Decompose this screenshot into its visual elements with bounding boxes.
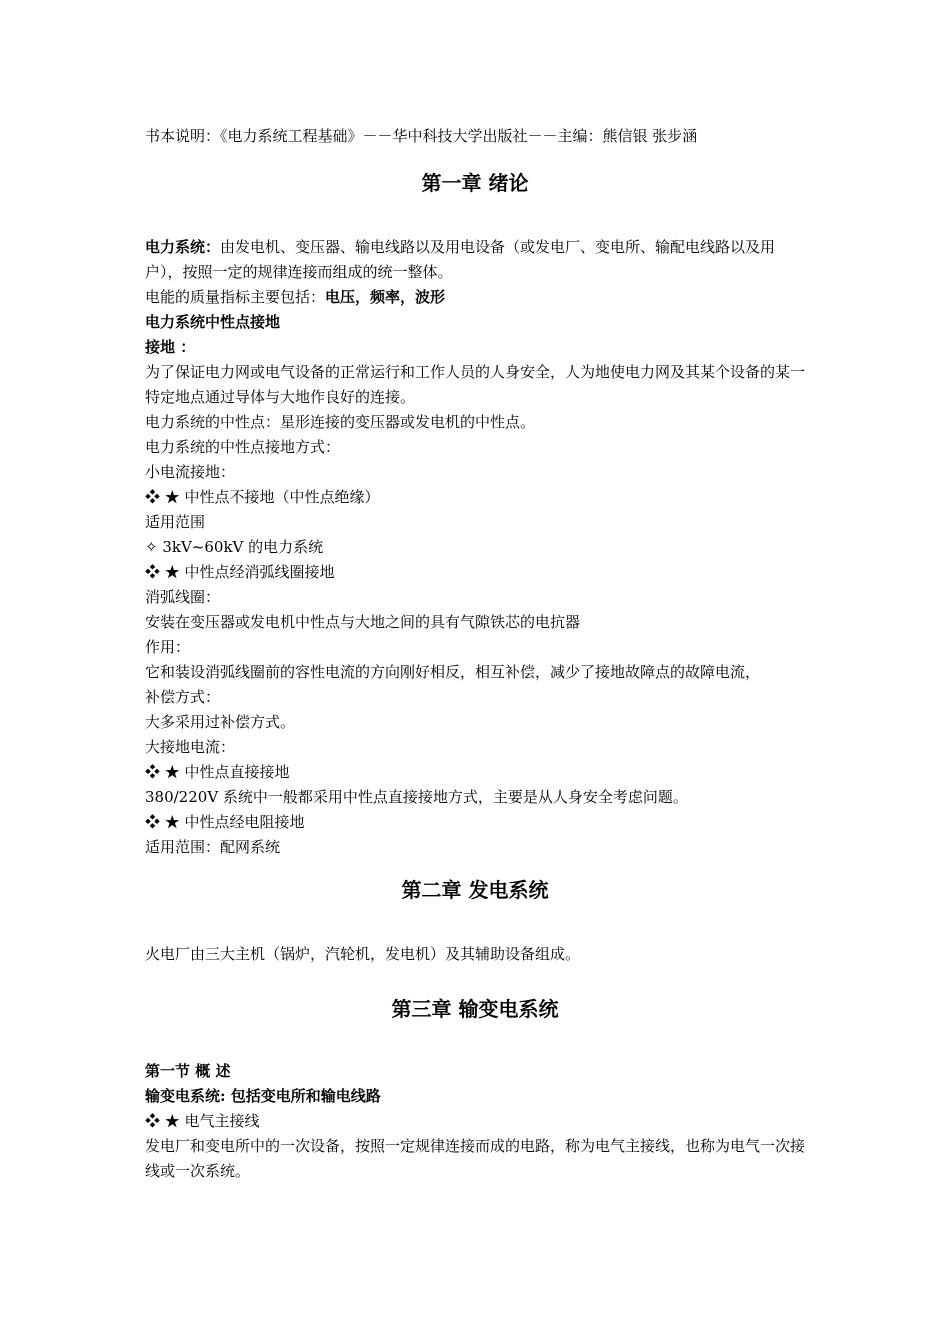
chapter-3-title: 第三章 输变电系统 [391, 997, 559, 1021]
neutral-point-definition: 电力系统的中性点：星形连接的变压器或发电机的中性点。 [145, 413, 536, 431]
function-label: 作用： [145, 638, 191, 656]
item-main-wiring: ❖ ★ 电气主接线 [145, 1112, 260, 1130]
compensation-text: 大多采用过补偿方式。 [145, 713, 296, 731]
document-page [145, 124, 805, 1184]
resistor-scope: 适用范围：配网系统 [145, 838, 281, 856]
neutral-grounding-heading: 电力系统中性点接地 [145, 313, 281, 331]
book-note: 书本说明：《电力系统工程基础》－－华中科技大学出版社－－主编：熊信银 张步涵 [145, 127, 698, 145]
compensation-label: 补偿方式： [145, 688, 221, 706]
chapter-1-title: 第一章 绪论 [421, 171, 529, 195]
quality-prefix: 电能的质量指标主要包括： [145, 288, 326, 306]
transmission-system-definition: 输变电系统: 包括变电所和输电线路 [145, 1087, 381, 1105]
main-wiring-text: 发电厂和变电所中的一次设备，按照一定规律连接而成的电路，称为电气主接线，也称为电气一次接线或一次系统。 [145, 1137, 806, 1180]
grounding-definition: 为了保证电力网或电气设备的正常运行和工作人员的人身安全，人为地使电力网及其某个设备的某一特定地点通过导体与大地作良好的连接。 [145, 363, 806, 406]
item-resistor-grounding: ❖ ★ 中性点经电阻接地 [145, 813, 305, 831]
neutral-methods-label: 电力系统的中性点接地方式： [145, 438, 341, 456]
definition-text: 由发电机、变压器、输电线路以及用电设备（或发电厂、变电所、输配电线路以及用户），按照一定的规律连接而组成的统一整体。 [145, 238, 776, 281]
direct-grounding-text: 380/220V 系统中一般都采用中性点直接接地方式，主要是从人身安全考虑问题。 [145, 788, 688, 806]
quality-values: 电压，频率，波形 [325, 288, 446, 306]
quality-indicators [145, 285, 805, 310]
chapter-2-title: 第二章 发电系统 [401, 878, 549, 902]
section-1-title: 第一节 概 述 [145, 1062, 231, 1080]
item-direct-grounding: ❖ ★ 中性点直接接地 [145, 763, 290, 781]
arc-coil-label: 消弧线圈： [145, 588, 221, 606]
item-ungrounded: ❖ ★ 中性点不接地（中性点绝缘） [145, 488, 380, 506]
small-current-label: 小电流接地： [145, 463, 236, 481]
power-system-definition [145, 235, 805, 285]
scope-value: ✧ 3kV~60kV 的电力系统 [145, 538, 324, 556]
large-current-label: 大接地电流： [145, 738, 236, 756]
thermal-plant-text: 火电厂由三大主机（锅炉，汽轮机，发电机）及其辅助设备组成。 [145, 945, 581, 963]
scope-label: 适用范围 [145, 513, 206, 531]
definition-label: 电力系统： [145, 238, 221, 256]
item-arc-coil: ❖ ★ 中性点经消弧线圈接地 [145, 563, 335, 581]
grounding-label: 接地 ： [145, 338, 196, 356]
function-text: 它和装设消弧线圈前的容性电流的方向刚好相反，相互补偿，减少了接地故障点的故障电流， [145, 663, 761, 681]
arc-coil-definition: 安装在变压器或发电机中性点与大地之间的具有气隙铁芯的电抗器 [145, 613, 581, 631]
